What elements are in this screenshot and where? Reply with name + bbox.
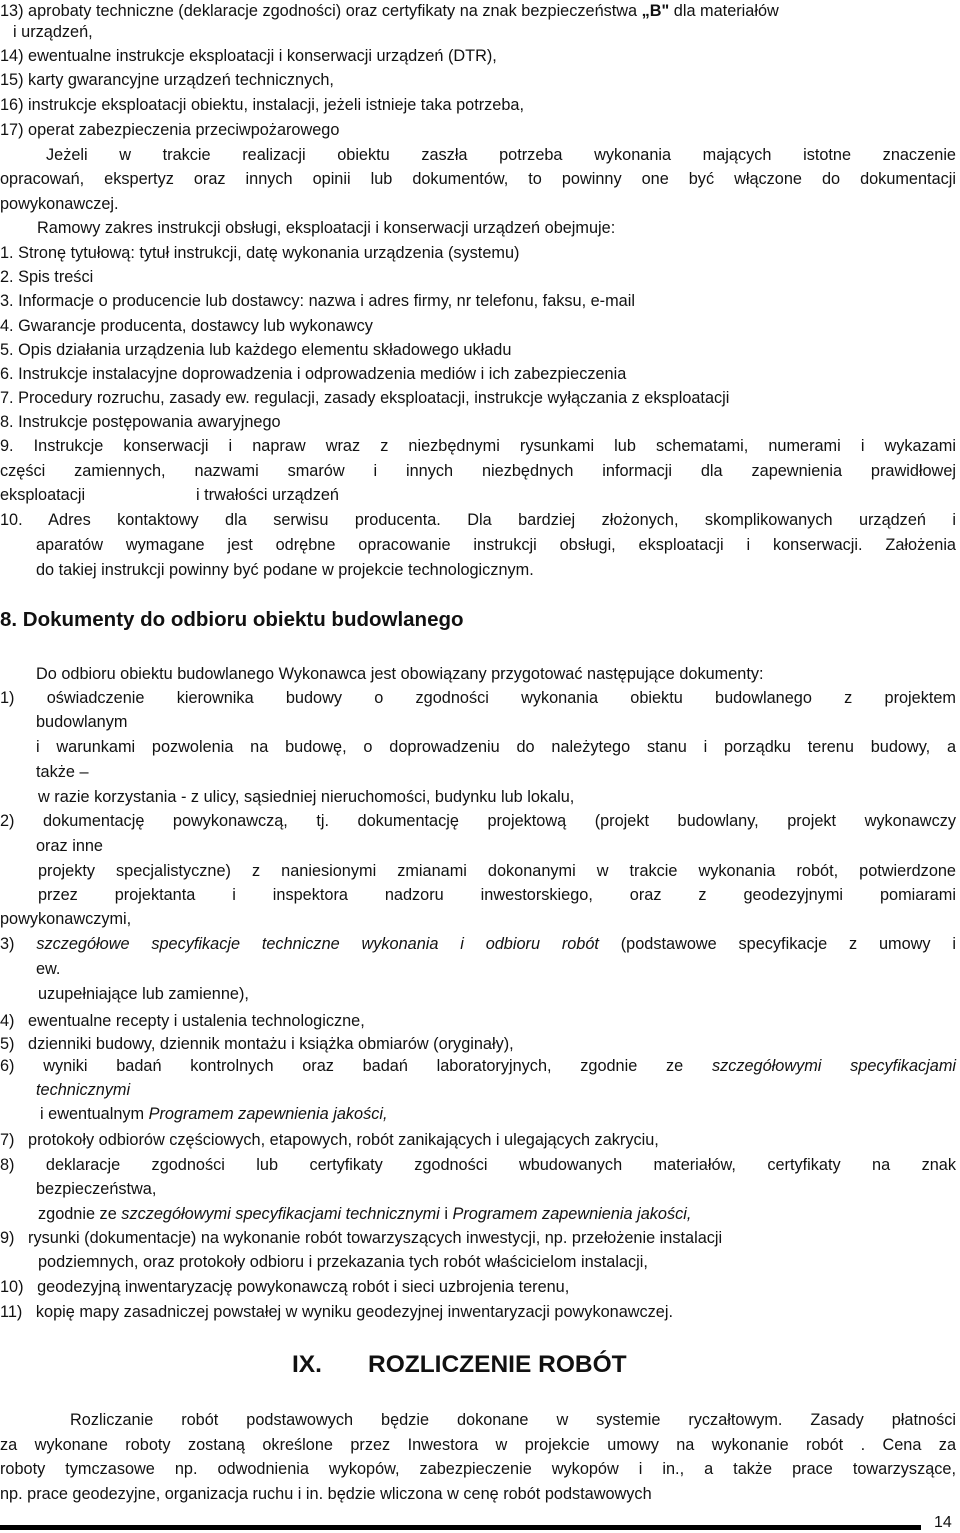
paragraph-line: Ramowy zakres instrukcji obsługi, eksploatacji i konserwacji urządzeń obejmuje: <box>37 219 616 237</box>
list-item: 6. Instrukcje instalacyjne doprowadzenia i odprowadzenia mediów i ich zabezpieczenia <box>0 365 627 383</box>
list-item: 7) protokoły odbiorów częściowych, etapowych, robót zanikających i ulegających zakryciu, <box>0 1131 659 1149</box>
paragraph-line: powykonawczej. <box>0 195 119 213</box>
list-item: oraz inne <box>36 837 103 855</box>
list-item: 1. Stronę tytułową: tytuł instrukcji, datę wykonania urządzenia (systemu) <box>0 244 520 262</box>
list-item: 8) deklaracje zgodności lub certyfikaty zgodności wbudowanych materiałów, certyfikaty na znak <box>0 1156 956 1174</box>
list-item: 9) rysunki (dokumentacje) na wykonanie robót towarzyszących inwestycji, np. przełożenie instalacji <box>0 1229 723 1247</box>
list-item: 7. Procedury rozruchu, zasady ew. regulacji, zasady eksploatacji, instrukcje wyłączania z eksploatacji <box>0 389 730 407</box>
list-item: 9. Instrukcje konserwacji i napraw wraz z niezbędnymi rysunkami lub schematami, numerami i wykazami <box>0 437 956 455</box>
list-item: 11) kopię mapy zasadniczej powstałej w wyniku geodezyjnej inwentaryzacji powykonawczej. <box>0 1303 673 1321</box>
list-item: do takiej instrukcji powinny być podane w projekcie technologicznym. <box>36 561 534 579</box>
list-item: 8. Instrukcje postępowania awaryjnego <box>0 413 281 431</box>
list-item: zgodnie ze szczegółowymi specyfikacjami technicznymi i Programem zapewnienia jakości, <box>38 1205 692 1223</box>
list-item: budowlanym <box>36 713 128 731</box>
list-item-14: 14) ewentualne instrukcje eksploatacji i konserwacji urządzeń (DTR), <box>0 47 497 65</box>
list-item: i warunkami pozwolenia na budowę, o doprowadzeniu do należytego stanu i porządku terenu budowy, a <box>36 738 956 756</box>
list-item: i trwałości urządzeń <box>196 486 339 504</box>
list-item: 2. Spis treści <box>0 268 94 286</box>
list-item: 3) szczegółowe specyfikacje techniczne wykonania i odbioru robót (podstawowe specyfikacje z umowy i <box>0 935 956 953</box>
list-item: przez projektanta i inspektora nadzoru inwestorskiego, oraz z geodezyjnymi pomiarami <box>38 886 956 904</box>
list-item: podziemnych, oraz protokoły odbioru i przekazania tych robót właścicielom instalacji, <box>38 1253 648 1271</box>
list-item: uzupełniające lub zamienne), <box>38 985 249 1003</box>
list-item: 10) geodezyjną inwentaryzację powykonawczą robót i sieci uzbrojenia terenu, <box>0 1278 570 1296</box>
paragraph-line: za wykonane roboty zostaną określone przez Inwestora w projekcie umowy na wykonanie robót . Cena za <box>0 1436 956 1454</box>
section-heading: ROZLICZENIE ROBÓT <box>368 1351 627 1378</box>
list-item: 5) dzienniki budowy, dziennik montażu i książka obmiarów (oryginały), <box>0 1035 514 1053</box>
section-number: IX. <box>292 1351 322 1378</box>
list-item: 5. Opis działania urządzenia lub każdego elementu składowego układu <box>0 341 512 359</box>
list-item: bezpieczeństwa, <box>36 1180 157 1198</box>
list-item: powykonawczymi, <box>0 910 132 928</box>
list-item-15: 15) karty gwarancyjne urządzeń technicznych, <box>0 71 334 89</box>
paragraph-line: Do odbioru obiektu budowlanego Wykonawca jest obowiązany przygotować następujące dokumenty: <box>36 665 764 683</box>
list-item: także – <box>36 763 89 781</box>
list-item: technicznymi <box>36 1081 131 1099</box>
list-item: ew. <box>36 960 61 978</box>
paragraph-line: roboty tymczasowe np. odwodnienia wykopów, zabezpieczenie wykopów i in., a także prace towarzyszące, <box>0 1460 956 1478</box>
list-item-17: 17) operat zabezpieczenia przeciwpożarowego <box>0 121 340 139</box>
list-item-13-cont: i urządzeń, <box>13 23 93 41</box>
list-item: 1) oświadczenie kierownika budowy o zgodności wykonania obiektu budowlanego z projektem <box>0 689 956 707</box>
paragraph-line: Jeżeli w trakcie realizacji obiektu zaszła potrzeba wykonania mających istotne znaczenie <box>46 146 956 164</box>
list-item: 4. Gwarancje producenta, dostawcy lub wykonawcy <box>0 317 373 335</box>
list-item: aparatów wymagane jest odrębne opracowanie instrukcji obsługi, eksploatacji i konserwacji. Założenia <box>36 536 956 554</box>
list-item: 6) wyniki badań kontrolnych oraz badań laboratoryjnych, zgodnie ze szczegółowymi specyfikacjami <box>0 1057 956 1075</box>
paragraph-line: Rozliczanie robót podstawowych będzie dokonane w systemie ryczałtowym. Zasady płatności <box>70 1411 956 1429</box>
paragraph-line: np. prace geodezyjne, organizacja ruchu i in. będzie wliczona w cenę robót podstawowych <box>0 1485 652 1503</box>
list-item-16: 16) instrukcje eksploatacji obiektu, instalacji, jeżeli istnieje taka potrzeba, <box>0 96 524 114</box>
list-item: projekty specjalistyczne) z naniesionymi zmianami dokonanymi w trakcie wykonania robót, potwierdzone <box>38 862 956 880</box>
list-item: i ewentualnym Programem zapewnienia jakości, <box>40 1105 388 1123</box>
page-number: 14 <box>934 1514 952 1531</box>
list-item: 2) dokumentację powykonawczą, tj. dokumentację projektową (projekt budowlany, projekt wykonawczy <box>0 812 956 830</box>
list-item-13: 13) aprobaty techniczne (deklaracje zgodności) oraz certyfikaty na znak bezpieczeństwa „B" dla materiałów <box>0 2 779 20</box>
list-item: części zamiennych, nazwami smarów i innych niezbędnych informacji dla zapewnienia prawidłowej <box>0 462 956 480</box>
section-heading: 8. Dokumenty do odbioru obiektu budowlanego <box>0 608 464 631</box>
list-item: eksploatacji <box>0 486 86 504</box>
footer-rule <box>0 1525 921 1530</box>
list-item: 3. Informacje o producencie lub dostawcy: nazwa i adres firmy, nr telefonu, faksu, e-mail <box>0 292 635 310</box>
paragraph-line: opracowań, ekspertyz oraz innych opinii lub dokumentów, to powinny one być włączone do dokumentacji <box>0 170 956 188</box>
list-item: 4) ewentualne recepty i ustalenia technologiczne, <box>0 1012 365 1030</box>
list-item: 10. Adres kontaktowy dla serwisu producenta. Dla bardziej złożonych, skomplikowanych urządzeń i <box>0 511 956 529</box>
list-item: w razie korzystania - z ulicy, sąsiedniej nieruchomości, budynku lub lokalu, <box>38 788 575 806</box>
